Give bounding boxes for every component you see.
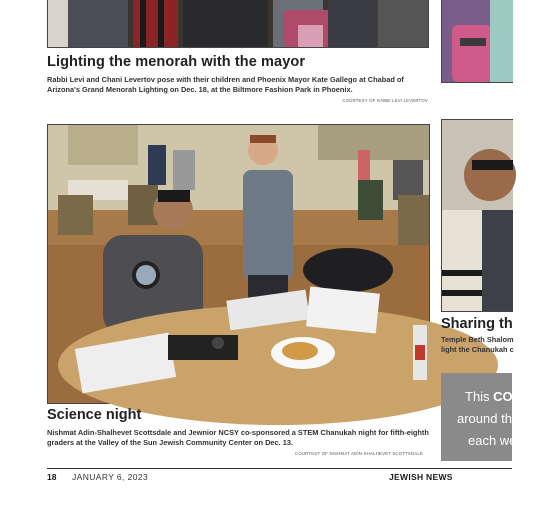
promo-box [441, 373, 544, 461]
story1-headline: Lighting the menorah with the mayor [47, 54, 306, 70]
publication-name: JEWISH NEWS [389, 472, 453, 482]
menorah-photo [47, 0, 429, 48]
sharing-photo [441, 119, 513, 312]
right-top-photo [441, 0, 513, 83]
footer-rule [47, 468, 512, 469]
promo-line3: each we [468, 433, 517, 448]
story2-credit: COURTESY OF NISHMAT ADIN-SHALHEVET SCOTTSDALE [295, 451, 423, 456]
story1-caption: Rabbi Levi and Chani Levertov pose with their children and Phoenix Mayor Kate Gallego at Chabad of Arizona's Grand Menorah Lighting on Dec. 18, at the Biltmore Fashion Park in Phoenix. [47, 75, 404, 94]
science-night-photo [47, 124, 430, 404]
story2-caption: Nishmat Adin-Shalhevet Scottsdale and Jewnior NCSY co-sponsored a STEM Chanukah night for fifth-eighth graders at the Valley of the Sun Jewish Community Center on Dec. 13. [47, 428, 429, 447]
promo-line1 [465, 373, 544, 408]
promo-line2: around th [457, 411, 512, 426]
promo-line1-bold: COMMU [493, 389, 544, 404]
story2-headline: Science night [47, 407, 142, 423]
story3-caption-line1: Temple Beth Shalom [441, 335, 514, 344]
promo-line1-plain: This [465, 389, 494, 404]
issue-date: JANUARY 6, 2023 [72, 472, 149, 482]
story1-credit: COURTESY OF RABBI LEVI LEVERTOV [342, 98, 428, 103]
story3-headline: Sharing th [441, 316, 513, 332]
story3-caption-line2: light the Chanukah c [441, 345, 514, 354]
page-number: 18 [47, 472, 57, 482]
